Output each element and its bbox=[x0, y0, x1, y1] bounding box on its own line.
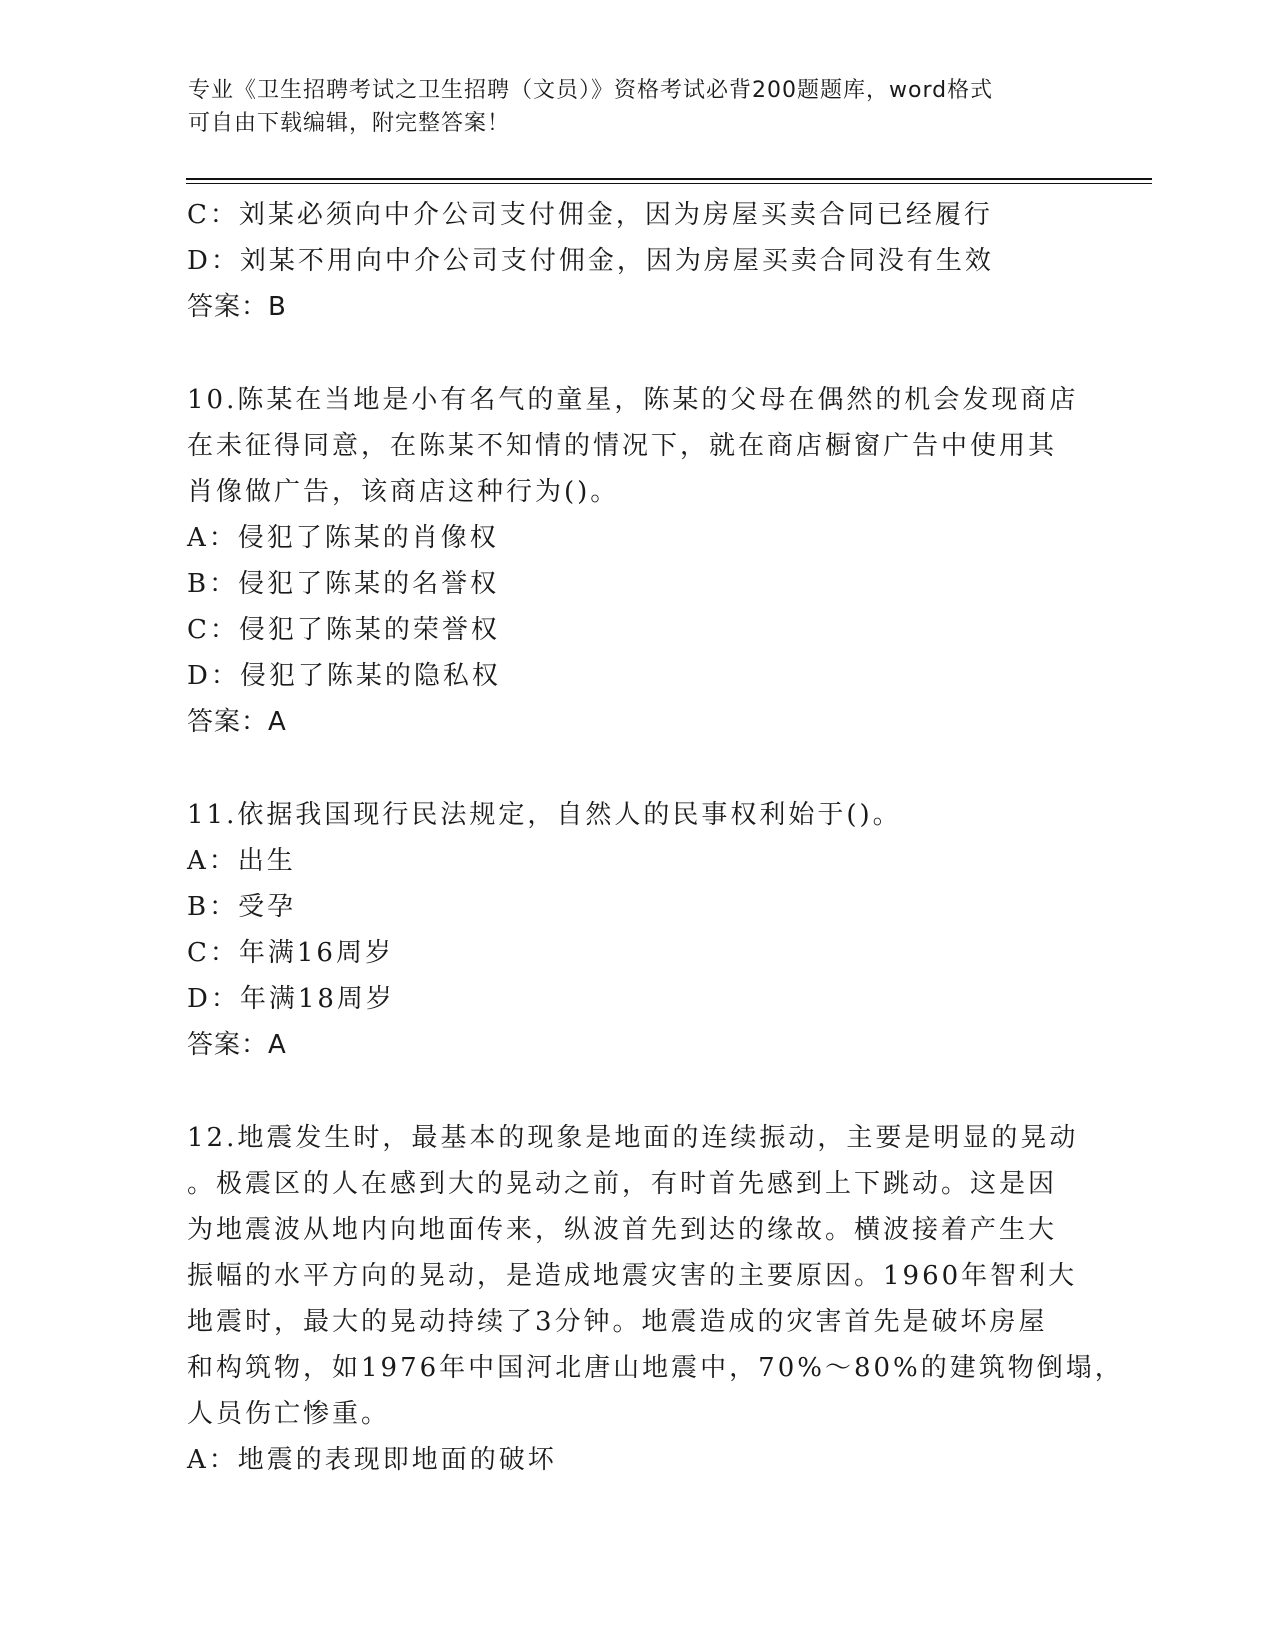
option-a: A：地震的表现即地面的破坏 bbox=[187, 1445, 557, 1475]
question-stem bbox=[187, 377, 1077, 515]
option-b: B：受孕 bbox=[187, 892, 297, 922]
spacer bbox=[187, 330, 1077, 377]
stem-line: 人员伤亡惨重。 bbox=[187, 1399, 391, 1429]
question-9-tail bbox=[187, 192, 1077, 330]
question-11 bbox=[187, 792, 1077, 1068]
stem-line: 和构筑物，如1976年中国河北唐山地震中，70%～80%的建筑物倒塌， bbox=[187, 1353, 1124, 1383]
option-d: D：刘某不用向中介公司支付佣金，因为房屋买卖合同没有生效 bbox=[187, 246, 994, 276]
document-body bbox=[187, 192, 1124, 1483]
stem-line: 在未征得同意，在陈某不知情的情况下，就在商店橱窗广告中使用其 bbox=[187, 431, 1058, 461]
option-c: C：刘某必须向中介公司支付佣金，因为房屋买卖合同已经履行 bbox=[187, 200, 993, 230]
answer-line: 答案：A bbox=[187, 1030, 287, 1060]
option-d: D：年满18周岁 bbox=[187, 984, 395, 1014]
header-divider-thick bbox=[186, 178, 1152, 180]
question-stem bbox=[187, 1115, 1124, 1437]
stem-line: 。极震区的人在感到大的晃动之前，有时首先感到上下跳动。这是因 bbox=[187, 1169, 1058, 1199]
option-a: A：出生 bbox=[187, 846, 296, 876]
header-divider-thin bbox=[186, 183, 1152, 184]
header-line-1: 专业《卫生招聘考试之卫生招聘（文员）》资格考试必背200题题库，word格式 bbox=[188, 78, 994, 103]
option-a: A：侵犯了陈某的肖像权 bbox=[187, 523, 499, 553]
spacer bbox=[187, 1068, 1077, 1115]
answer-line: 答案：A bbox=[187, 707, 287, 737]
stem-line: 为地震波从地内向地面传来，纵波首先到达的缘故。横波接着产生大 bbox=[187, 1215, 1058, 1245]
question-12 bbox=[187, 1115, 1124, 1483]
stem-line: 振幅的水平方向的晃动，是造成地震灾害的主要原因。1960年智利大 bbox=[187, 1261, 1078, 1291]
question-stem bbox=[187, 792, 1077, 838]
option-d: D：侵犯了陈某的隐私权 bbox=[187, 661, 501, 691]
stem-line: 10.陈某在当地是小有名气的童星，陈某的父母在偶然的机会发现商店 bbox=[187, 385, 1079, 415]
option-c: C：侵犯了陈某的荣誉权 bbox=[187, 615, 500, 645]
stem-line: 12.地震发生时，最基本的现象是地面的连续振动，主要是明显的晃动 bbox=[187, 1123, 1079, 1153]
header-line-2: 可自由下载编辑，附完整答案！ bbox=[188, 111, 511, 136]
stem-line: 11.依据我国现行民法规定，自然人的民事权利始于()。 bbox=[187, 800, 902, 830]
option-c: C：年满16周岁 bbox=[187, 938, 394, 968]
option-b: B：侵犯了陈某的名誉权 bbox=[187, 569, 500, 599]
stem-line: 地震时，最大的晃动持续了3分钟。地震造成的灾害首先是破坏房屋 bbox=[187, 1307, 1048, 1337]
stem-line: 肖像做广告，该商店这种行为()。 bbox=[187, 477, 620, 507]
document-header bbox=[188, 74, 1068, 140]
question-10 bbox=[187, 377, 1077, 745]
spacer bbox=[187, 745, 1077, 792]
answer-line: 答案：B bbox=[187, 292, 287, 322]
